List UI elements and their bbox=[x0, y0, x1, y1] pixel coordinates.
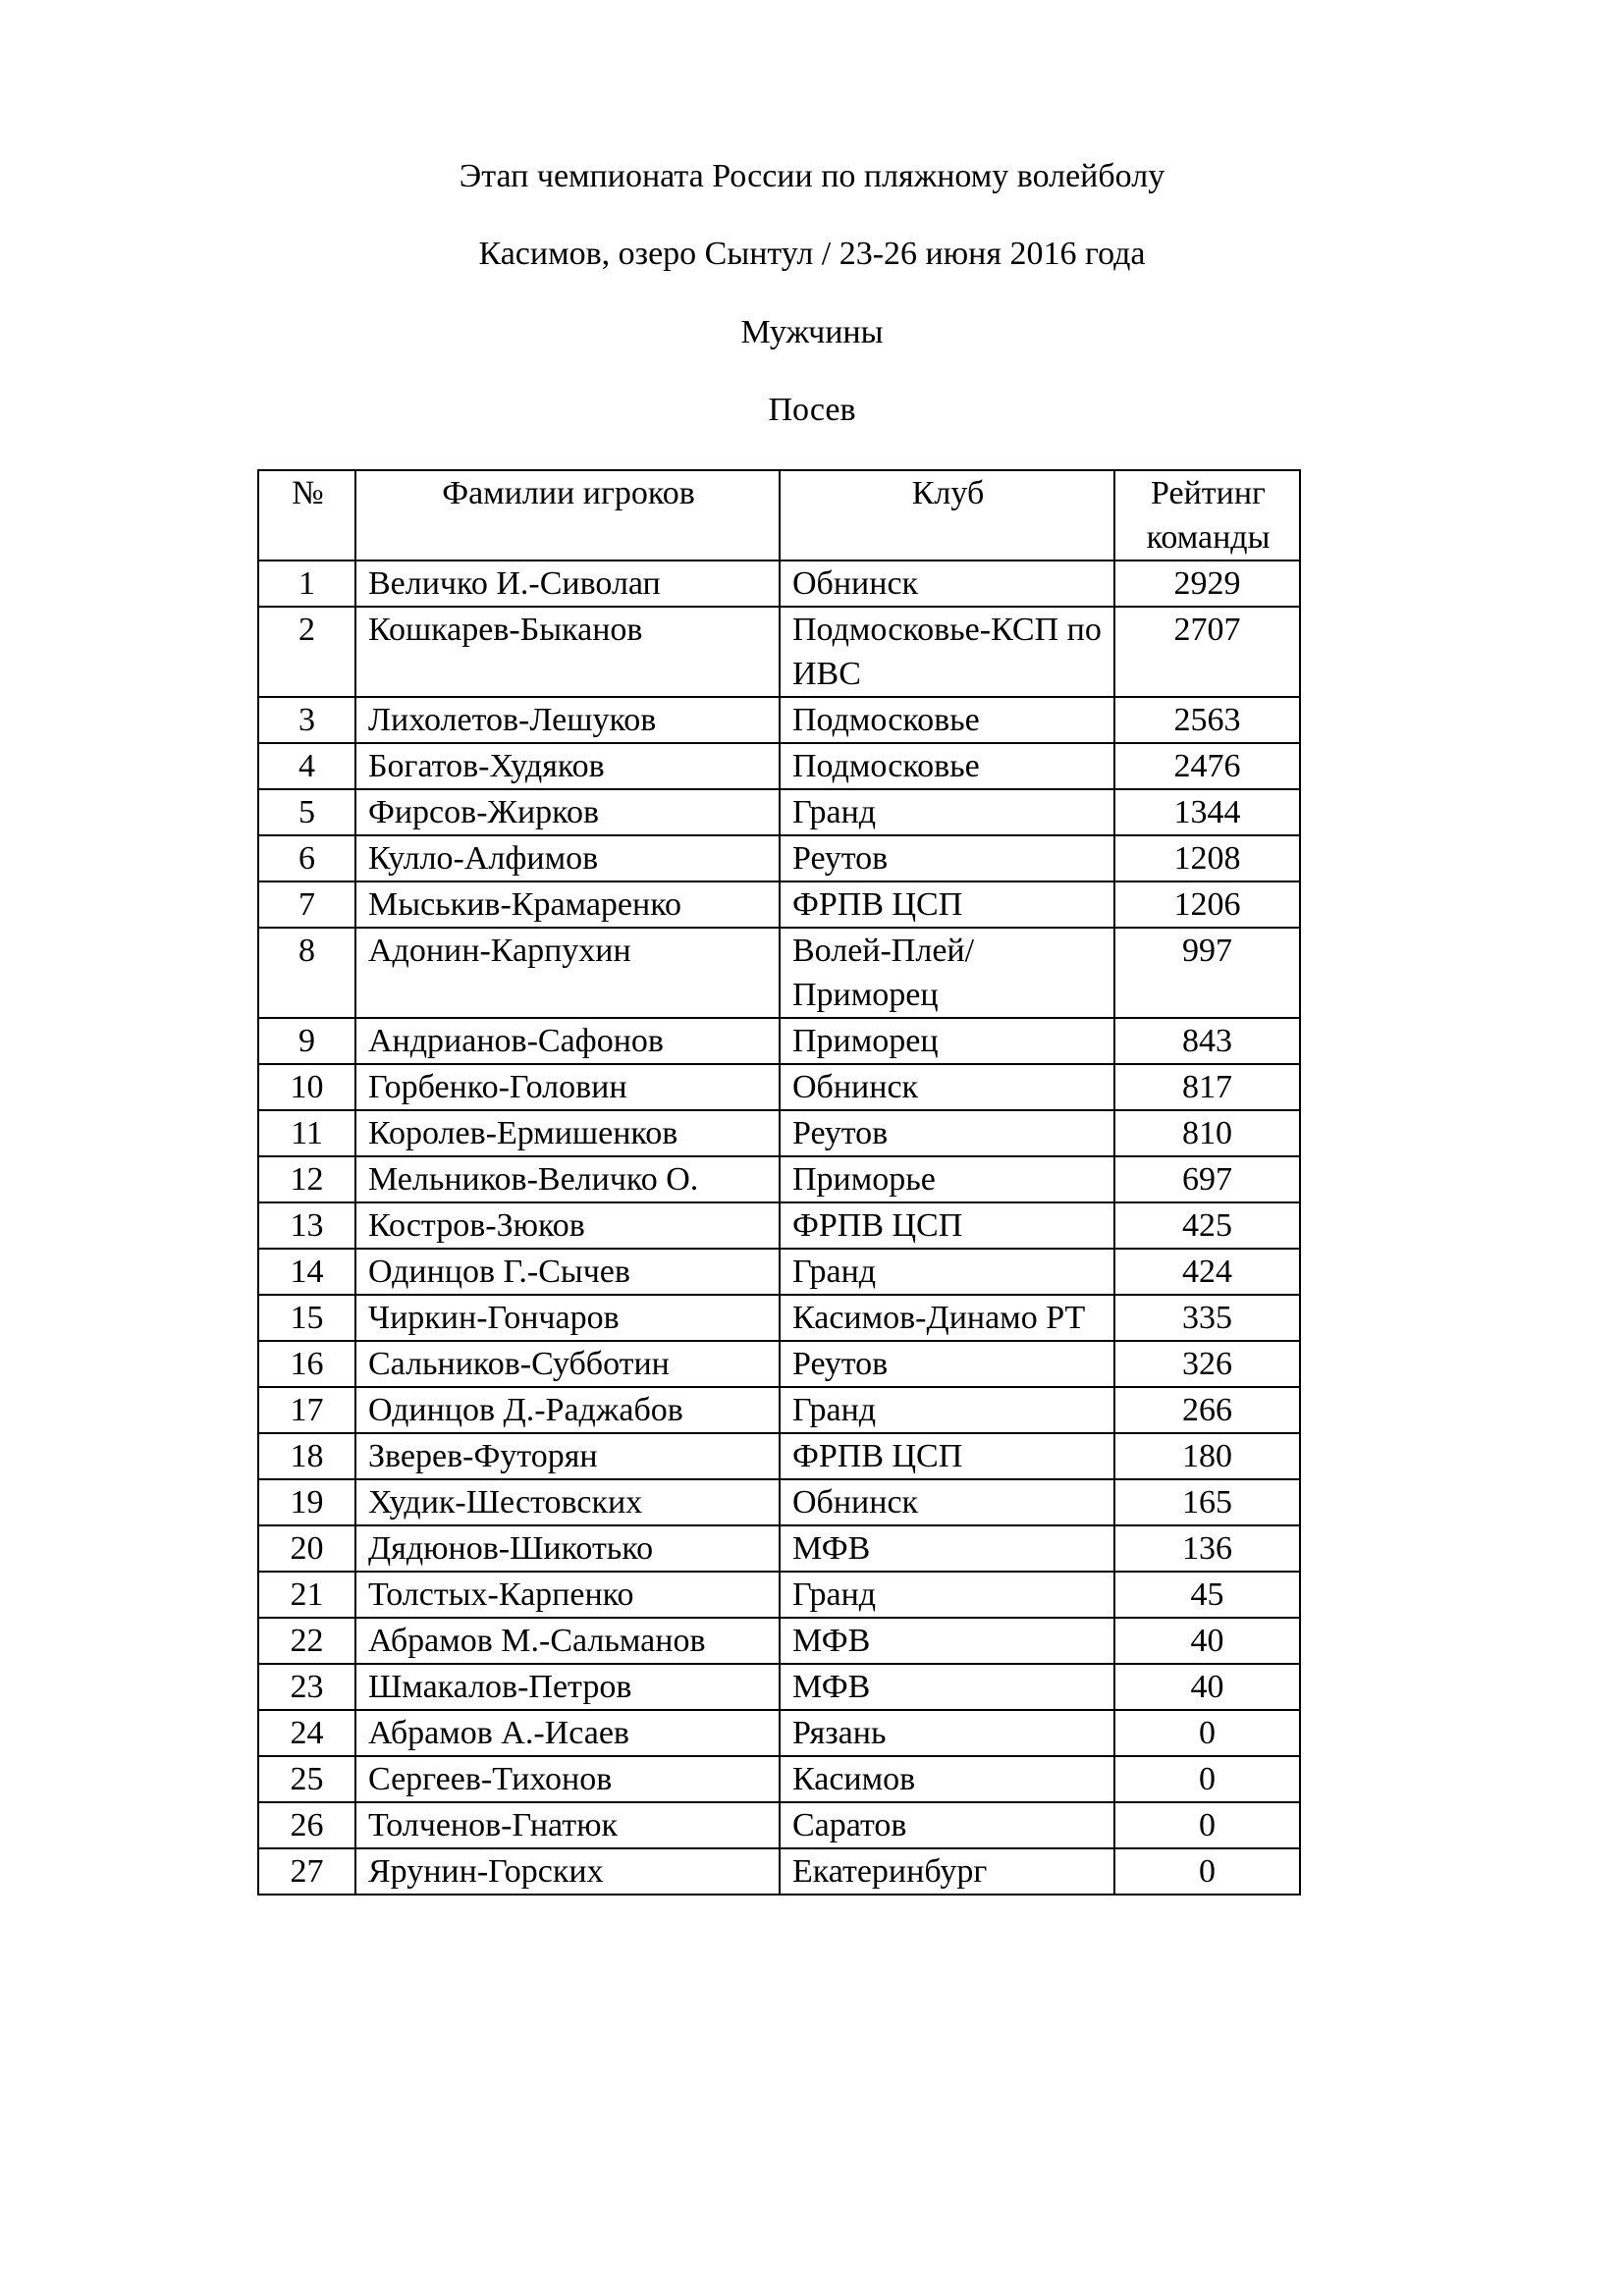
club-cell: МФВ bbox=[780, 1618, 1114, 1664]
document-title: Этап чемпионата России по пляжному волейболу bbox=[459, 158, 1165, 194]
club-cell: Подмосковье bbox=[780, 697, 1114, 743]
players-cell: Андрианов-Сафонов bbox=[355, 1018, 780, 1064]
seed-number-cell: 9 bbox=[258, 1018, 355, 1064]
players-cell: Мельников-Величко О. bbox=[355, 1156, 780, 1202]
players-cell: Величко И.-Сиволап bbox=[355, 561, 780, 607]
seeding-table bbox=[257, 469, 1301, 1896]
category-label: Мужчины bbox=[740, 314, 884, 350]
seed-number-cell: 3 bbox=[258, 697, 355, 743]
rating-cell: 697 bbox=[1114, 1156, 1300, 1202]
seed-number-cell: 11 bbox=[258, 1110, 355, 1156]
players-cell: Одинцов Д.-Раджабов bbox=[355, 1387, 780, 1433]
club-cell: Обнинск bbox=[780, 1479, 1114, 1525]
rating-cell: 165 bbox=[1114, 1479, 1300, 1525]
club-cell: Обнинск bbox=[780, 561, 1114, 607]
rating-cell: 0 bbox=[1114, 1710, 1300, 1756]
club-cell: Реутов bbox=[780, 835, 1114, 881]
club-cell: Екатеринбург bbox=[780, 1848, 1114, 1895]
club-cell: Гранд bbox=[780, 1387, 1114, 1433]
column-header-players: Фамилии игроков bbox=[355, 470, 780, 561]
players-cell: Лихолетов-Лешуков bbox=[355, 697, 780, 743]
table-row bbox=[258, 561, 1300, 607]
players-cell: Шмакалов-Петров bbox=[355, 1664, 780, 1710]
rating-cell: 40 bbox=[1114, 1664, 1300, 1710]
column-header-rating: Рейтинг команды bbox=[1114, 470, 1300, 561]
seed-number-cell: 14 bbox=[258, 1249, 355, 1295]
seed-number-cell: 1 bbox=[258, 561, 355, 607]
table-row bbox=[258, 1618, 1300, 1664]
table-row bbox=[258, 1433, 1300, 1479]
rating-cell: 136 bbox=[1114, 1525, 1300, 1572]
club-cell: МФВ bbox=[780, 1664, 1114, 1710]
table-header-row bbox=[258, 470, 1300, 561]
rating-cell: 810 bbox=[1114, 1110, 1300, 1156]
table-row bbox=[258, 835, 1300, 881]
table-row bbox=[258, 1295, 1300, 1341]
seed-number-cell: 13 bbox=[258, 1202, 355, 1249]
rating-cell: 40 bbox=[1114, 1618, 1300, 1664]
table-row bbox=[258, 1848, 1300, 1895]
club-cell: Подмосковье-КСП по ИВС bbox=[780, 607, 1114, 697]
rating-cell: 2707 bbox=[1114, 607, 1300, 697]
table-row bbox=[258, 697, 1300, 743]
seed-number-cell: 7 bbox=[258, 881, 355, 928]
players-cell: Абрамов А.-Исаев bbox=[355, 1710, 780, 1756]
table-row bbox=[258, 1249, 1300, 1295]
column-header-number: № bbox=[258, 470, 355, 561]
players-cell: Мыськив-Крамаренко bbox=[355, 881, 780, 928]
table-row bbox=[258, 928, 1300, 1018]
table-row bbox=[258, 881, 1300, 928]
club-cell: Саратов bbox=[780, 1802, 1114, 1848]
players-cell: Дядюнов-Шикотько bbox=[355, 1525, 780, 1572]
players-cell: Богатов-Худяков bbox=[355, 743, 780, 789]
club-cell: Приморец bbox=[780, 1018, 1114, 1064]
seed-number-cell: 10 bbox=[258, 1064, 355, 1110]
seed-number-cell: 2 bbox=[258, 607, 355, 697]
rating-cell: 1206 bbox=[1114, 881, 1300, 928]
table-row bbox=[258, 1018, 1300, 1064]
rating-cell: 266 bbox=[1114, 1387, 1300, 1433]
event-location-date: Касимов, озеро Сынтул / 23-26 июня 2016 года bbox=[478, 236, 1146, 272]
table-row bbox=[258, 789, 1300, 835]
seed-number-cell: 20 bbox=[258, 1525, 355, 1572]
table-row bbox=[258, 1802, 1300, 1848]
table-row bbox=[258, 1341, 1300, 1387]
table-row bbox=[258, 1479, 1300, 1525]
table-row bbox=[258, 1064, 1300, 1110]
club-cell: Гранд bbox=[780, 1572, 1114, 1618]
players-cell: Толстых-Карпенко bbox=[355, 1572, 780, 1618]
seed-number-cell: 15 bbox=[258, 1295, 355, 1341]
rating-cell: 45 bbox=[1114, 1572, 1300, 1618]
rating-cell: 2929 bbox=[1114, 561, 1300, 607]
rating-cell: 2476 bbox=[1114, 743, 1300, 789]
players-cell: Одинцов Г.-Сычев bbox=[355, 1249, 780, 1295]
seed-number-cell: 19 bbox=[258, 1479, 355, 1525]
table-row bbox=[258, 1710, 1300, 1756]
table-row bbox=[258, 1202, 1300, 1249]
rating-cell: 1344 bbox=[1114, 789, 1300, 835]
club-cell: Подмосковье bbox=[780, 743, 1114, 789]
seed-number-cell: 23 bbox=[258, 1664, 355, 1710]
club-cell: Касимов bbox=[780, 1756, 1114, 1802]
seed-number-cell: 5 bbox=[258, 789, 355, 835]
players-cell: Горбенко-Головин bbox=[355, 1064, 780, 1110]
table-row bbox=[258, 1387, 1300, 1433]
club-cell: ФРПВ ЦСП bbox=[780, 1433, 1114, 1479]
club-cell: Рязань bbox=[780, 1710, 1114, 1756]
players-cell: Толченов-Гнатюк bbox=[355, 1802, 780, 1848]
table-row bbox=[258, 1572, 1300, 1618]
players-cell: Королев-Ермишенков bbox=[355, 1110, 780, 1156]
players-cell: Чиркин-Гончаров bbox=[355, 1295, 780, 1341]
rating-cell: 817 bbox=[1114, 1064, 1300, 1110]
seed-number-cell: 18 bbox=[258, 1433, 355, 1479]
club-cell: Приморье bbox=[780, 1156, 1114, 1202]
table-row bbox=[258, 1664, 1300, 1710]
seed-number-cell: 24 bbox=[258, 1710, 355, 1756]
rating-cell: 2563 bbox=[1114, 697, 1300, 743]
rating-cell: 843 bbox=[1114, 1018, 1300, 1064]
players-cell: Зверев-Футорян bbox=[355, 1433, 780, 1479]
rating-cell: 0 bbox=[1114, 1848, 1300, 1895]
rating-cell: 424 bbox=[1114, 1249, 1300, 1295]
seed-number-cell: 12 bbox=[258, 1156, 355, 1202]
rating-cell: 997 bbox=[1114, 928, 1300, 1018]
club-cell: ФРПВ ЦСП bbox=[780, 1202, 1114, 1249]
rating-cell: 335 bbox=[1114, 1295, 1300, 1341]
table-row bbox=[258, 743, 1300, 789]
column-header-club: Клуб bbox=[780, 470, 1114, 561]
players-cell: Фирсов-Жирков bbox=[355, 789, 780, 835]
club-cell: МФВ bbox=[780, 1525, 1114, 1572]
club-cell: Реутов bbox=[780, 1341, 1114, 1387]
seed-number-cell: 27 bbox=[258, 1848, 355, 1895]
club-cell: Обнинск bbox=[780, 1064, 1114, 1110]
players-cell: Кошкарев-Быканов bbox=[355, 607, 780, 697]
table-row bbox=[258, 1110, 1300, 1156]
seed-number-cell: 26 bbox=[258, 1802, 355, 1848]
club-cell: Гранд bbox=[780, 1249, 1114, 1295]
players-cell: Абрамов М.-Сальманов bbox=[355, 1618, 780, 1664]
seed-number-cell: 17 bbox=[258, 1387, 355, 1433]
table-row bbox=[258, 1525, 1300, 1572]
players-cell: Кулло-Алфимов bbox=[355, 835, 780, 881]
club-cell: Волей-Плей/Приморец bbox=[780, 928, 1114, 1018]
club-cell: Гранд bbox=[780, 789, 1114, 835]
rating-cell: 425 bbox=[1114, 1202, 1300, 1249]
players-cell: Адонин-Карпухин bbox=[355, 928, 780, 1018]
seed-number-cell: 6 bbox=[258, 835, 355, 881]
club-cell: ФРПВ ЦСП bbox=[780, 881, 1114, 928]
players-cell: Худик-Шестовских bbox=[355, 1479, 780, 1525]
seed-number-cell: 8 bbox=[258, 928, 355, 1018]
table-row bbox=[258, 1156, 1300, 1202]
seed-number-cell: 16 bbox=[258, 1341, 355, 1387]
players-cell: Сальников-Субботин bbox=[355, 1341, 780, 1387]
seed-number-cell: 4 bbox=[258, 743, 355, 789]
club-cell: Реутов bbox=[780, 1110, 1114, 1156]
section-label: Посев bbox=[768, 392, 856, 428]
players-cell: Костров-Зюков bbox=[355, 1202, 780, 1249]
seed-number-cell: 21 bbox=[258, 1572, 355, 1618]
table-row bbox=[258, 1756, 1300, 1802]
rating-cell: 0 bbox=[1114, 1802, 1300, 1848]
club-cell: Касимов-Динамо РТ bbox=[780, 1295, 1114, 1341]
players-cell: Ярунин-Горских bbox=[355, 1848, 780, 1895]
rating-cell: 326 bbox=[1114, 1341, 1300, 1387]
rating-cell: 1208 bbox=[1114, 835, 1300, 881]
seed-number-cell: 22 bbox=[258, 1618, 355, 1664]
players-cell: Сергеев-Тихонов bbox=[355, 1756, 780, 1802]
rating-cell: 0 bbox=[1114, 1756, 1300, 1802]
rating-cell: 180 bbox=[1114, 1433, 1300, 1479]
table-row bbox=[258, 607, 1300, 697]
seed-number-cell: 25 bbox=[258, 1756, 355, 1802]
